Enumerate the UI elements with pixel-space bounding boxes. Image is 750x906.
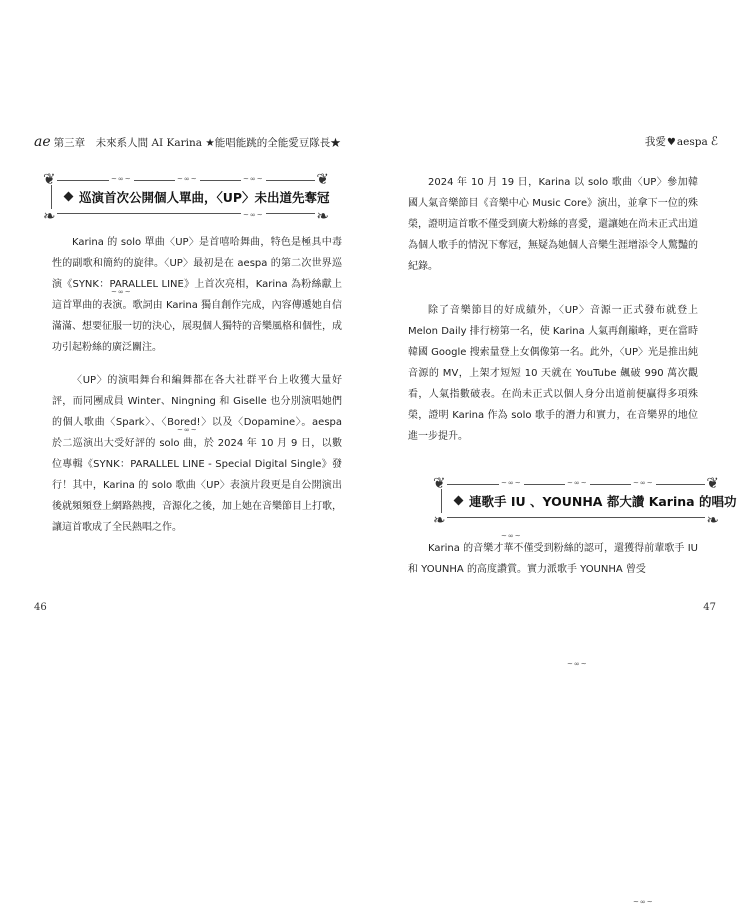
corner-curl-icon: ❦ xyxy=(316,170,329,188)
heading-side-bar xyxy=(51,185,52,209)
section-heading-box: ~∞~ ~∞~ ~∞~ ~∞~ ~∞~ ~∞~ ❦ ❦ ❧ ❧ 巡演首次公開個人單曲，〈UP〉未出道先奪冠 xyxy=(43,170,330,434)
body-paragraph xyxy=(52,370,342,538)
paragraph-text: Karina 的 solo 單曲〈UP〉是首嘻哈舞曲，特色是極具中毒性的副歌和簡約的旋律。〈UP〉最初是在 aespa 的第二次世界巡演《SYNK：PARALLEL LINE》上首次亮相，Karina 為粉絲獻上這首單曲的表演。歌詞由 Karina 獨自創作完成，內容傳遞她自信滿滿、想要征服一切的決心，展現個人獨特的音樂風格和個性，成功引起粉絲的廣泛關注。 xyxy=(52,237,342,353)
diamond-bullet-icon xyxy=(454,496,464,506)
body-paragraph xyxy=(408,538,698,580)
ornament-flourish-icon: ~∞~ xyxy=(243,211,264,219)
right-page xyxy=(375,120,737,906)
ornament-flourish-icon: ~∞~ xyxy=(501,479,522,487)
section-heading-box: ~∞~ ~∞~ ~∞~ ~∞~ ~∞~ ~∞~ ❦ ❦ ❧ ❧ 連歌手 IU 、YOUNHA 都大讚 Karina 的唱功 xyxy=(433,474,737,906)
running-head-text: 我愛 xyxy=(644,136,666,148)
section-heading: 連歌手 IU 、YOUNHA 都大讚 Karina 的唱功 xyxy=(469,494,737,509)
diamond-bullet-icon xyxy=(64,192,74,202)
paragraph-text: 〈UP〉的演唱舞台和編舞都在各大社群平台上收獲大量好評，而同團成員 Winter、Ningning 和 Giselle 也分別演唱她們的個人歌曲〈Spark〉、〈Bored!〉以及〈Dopamine〉。aespa 於二巡演出大受好評的 solo 曲，於 2024 年 10 月 9 日，以數位專輯《SYNK：PARALLEL LINE - Special Digital Single》發行！其中，Karina 的 solo 歌曲〈UP〉表演片段更是自公開演出後就頻頻登上網路熱搜，音源化之後，加上她在音樂節目上打歌，讓這首歌成了全民熱唱之作。 xyxy=(52,375,342,533)
paragraph-text: 2024 年 10 月 19 日，Karina 以 solo 歌曲〈UP〉參加韓國人氣音樂節目《音樂中心 Music Core》演出，並拿下一位的殊榮，證明這首歌不僅受到廣大粉絲的喜愛，還讓她在尚未正式出道為個人歌手的情況下奪冠，無疑為她個人音樂生涯增添令人驚豔的紀錄。 xyxy=(408,177,698,272)
ornament-flourish-icon: ~∞~ xyxy=(567,479,588,487)
book-spread xyxy=(22,120,737,906)
running-head-right xyxy=(645,134,718,149)
ornament-flourish-icon: ~∞~ xyxy=(633,479,654,487)
corner-curl-icon: ❧ xyxy=(706,511,719,529)
ae-logo-icon: ae xyxy=(34,134,51,150)
heading-side-bar xyxy=(441,489,442,513)
ornament-rule-bottom xyxy=(57,213,315,214)
corner-curl-icon: ❦ xyxy=(433,474,446,492)
body-paragraph xyxy=(52,232,342,358)
running-head-text: 第三章 未來系人間 AI Karina ★能唱能跳的全能愛豆隊長★ xyxy=(53,137,341,149)
corner-curl-icon: ❧ xyxy=(316,207,329,225)
ornament-flourish-icon: ~∞~ xyxy=(177,175,198,183)
body-paragraph xyxy=(408,172,698,277)
corner-curl-icon: ❧ xyxy=(433,511,446,529)
corner-curl-icon: ❦ xyxy=(706,474,719,492)
corner-curl-icon: ❧ xyxy=(43,207,56,225)
page-number: 47 xyxy=(703,602,716,613)
ornament-rule-bottom xyxy=(447,517,705,518)
left-page xyxy=(22,120,375,632)
section-heading: 巡演首次公開個人單曲，〈UP〉未出道先奪冠 xyxy=(79,190,330,205)
page-number: 46 xyxy=(34,602,47,613)
ornament-flourish-icon: ~∞~ xyxy=(111,175,132,183)
paragraph-text: Karina 的音樂才華不僅受到粉絲的認可，還獲得前輩歌手 IU 和 YOUNHA 的高度讚賞。實力派歌手 YOUNHA 曾受 xyxy=(408,543,698,575)
swirl-logo-icon: ℰ xyxy=(710,134,718,148)
paragraph-text: 除了音樂節目的好成績外，〈UP〉音源一正式發布就登上 Melon Daily 排行榜第一名，使 Karina 人氣再創巔峰，更在當時韓國 Google 搜索量登上女偶像第一名。此外，〈UP〉光是推出純音源的 MV，上架才短短 10 天就在 YouTube 飆破 990 萬次觀看，人氣指數破表。在尚未正式以個人身分出道前便贏得多項殊榮，證明 Karina 作為 solo 歌手的潛力和實力，在音樂界的地位進一步提升。 xyxy=(408,305,698,442)
corner-curl-icon: ❦ xyxy=(43,170,56,188)
heart-icon: ♥ xyxy=(666,137,676,148)
body-paragraph xyxy=(408,300,698,447)
running-head-left xyxy=(34,134,341,150)
running-head-brand: aespa xyxy=(676,136,708,148)
ornament-flourish-icon: ~∞~ xyxy=(243,175,264,183)
